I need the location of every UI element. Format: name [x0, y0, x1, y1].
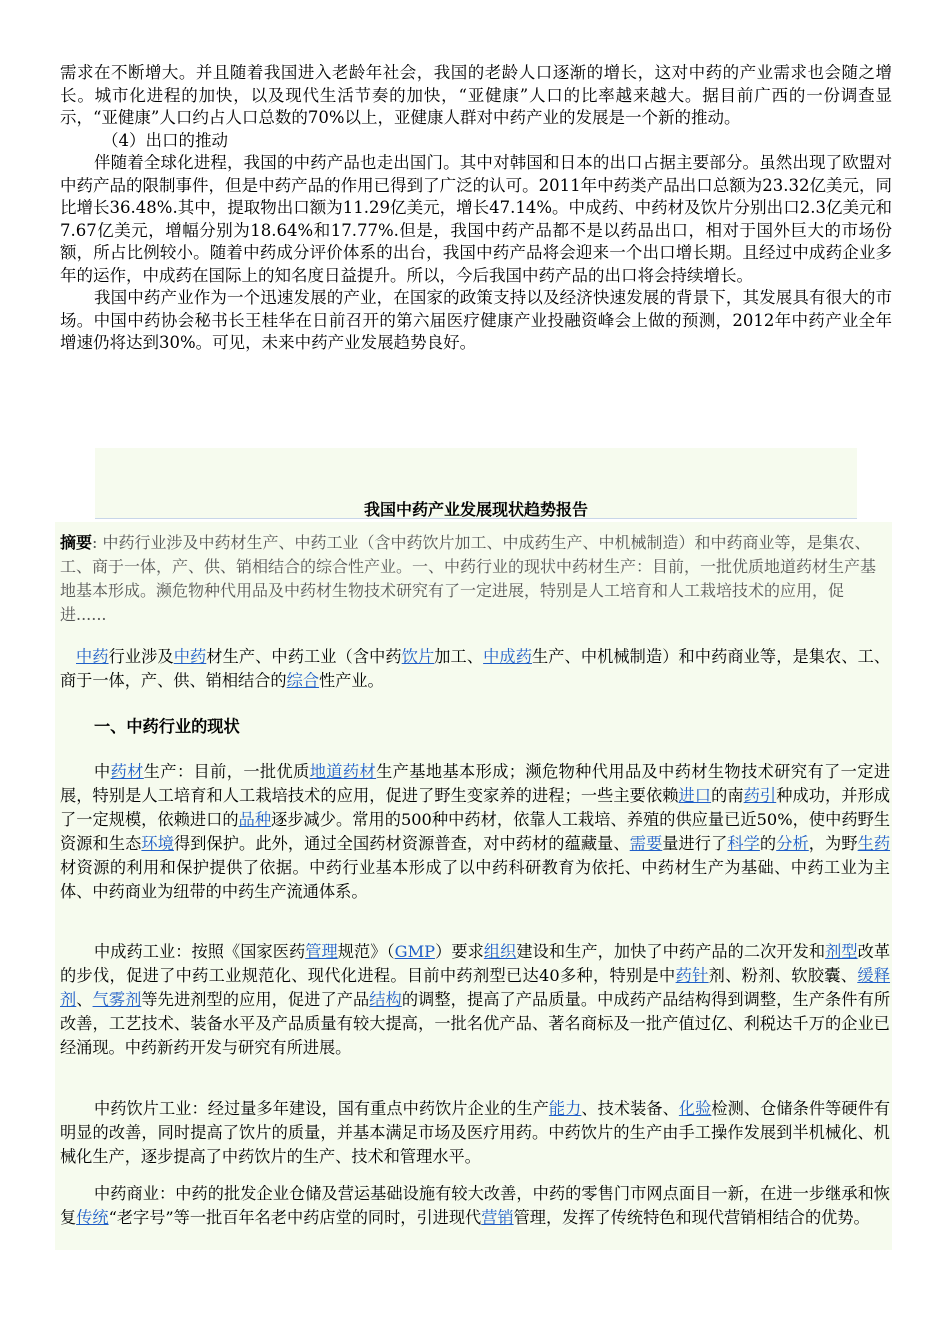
text-run: 生产基地基本形成；濒危物种代用品及中药材生物技术研究有了一定进展，特别是人工培育和人工栽培技术的应用，促进了野生变家养的进程；一些主要依赖	[60, 762, 891, 805]
text-run: 、	[76, 990, 93, 1009]
abstract-text: : 中药行业涉及中药材生产、中药工业（含中药饮片加工、中成药生产、中机械制造）和中药商业等，是集农、工、商于一体，产、供、销相结合的综合性产业。一、中药行业的现状中药材生产：目前，一批优质地道药材生产基地基本形成。濒危物种代用品及中药材生物技术研究有了一定进展，特别是人工培育和人工栽培技术的应用，促进......	[60, 533, 877, 624]
keyword-link[interactable]: 气雾剂	[92, 990, 142, 1009]
keyword-link[interactable]: 进口	[678, 786, 712, 805]
keyword-link[interactable]: 缓释剂	[60, 966, 891, 1009]
section-heading-block	[60, 715, 890, 739]
keyword-link[interactable]: 中成药	[483, 647, 532, 666]
keyword-link[interactable]: 饮片	[401, 647, 435, 666]
paragraph-herb-production	[60, 760, 890, 904]
text-run: “老字号”等一批百年名老中药店堂的同时，引进现代	[108, 1208, 482, 1227]
text-run: ，为野	[808, 834, 858, 853]
keyword-link[interactable]: 药引	[743, 786, 777, 805]
text-run: 的调整，提高了产品质量。中成药产品结构得到调整，生产条件有所改善，工艺技术、装备水平及产品质量有较大提高，一批名优产品、著名商标及一批产值过亿、利税达千万的企业已经涌现。中药新药开发与研究有所进展。	[60, 990, 891, 1057]
heading-export: （4）出口的推动	[102, 130, 228, 150]
text-run: 管理，发挥了传统特色和现代营销相结合的优势。	[513, 1208, 870, 1227]
keyword-link[interactable]: 环境	[141, 834, 174, 853]
keyword-link[interactable]: 传统	[76, 1208, 109, 1227]
keyword-link[interactable]: 生药	[857, 834, 891, 853]
text-run: 逐步减少。常用的500种中药材，依靠人工栽培、养殖的供应量已近50%，使中药野生资源和生态	[60, 810, 891, 853]
text-run: ）要求	[435, 942, 484, 961]
text-run: 规范》（	[337, 942, 395, 961]
text-run: 加工、	[434, 647, 484, 666]
text-run: 建设和生产，加快了中药产品的二次开发和	[516, 942, 826, 961]
text-run: 中	[94, 762, 111, 781]
document-top-section	[60, 62, 892, 355]
text-run: 生产、中机械制造）和中药商业等，是集农、工、商于一体，产、供、销相结合的	[60, 647, 891, 690]
paragraph-commerce	[60, 1182, 890, 1230]
keyword-link[interactable]: 能力	[548, 1099, 582, 1118]
keyword-link[interactable]: 综合	[286, 671, 319, 690]
keyword-link[interactable]: 中药	[173, 647, 207, 666]
paragraph-decoction-pieces-block	[60, 1097, 890, 1169]
text-run: 行业涉及	[108, 647, 174, 666]
keyword-link[interactable]: 药针	[675, 966, 709, 985]
keyword-link[interactable]: 剂型	[825, 942, 858, 961]
paragraph-patent-medicine-block	[60, 940, 890, 1060]
keyword-link[interactable]: 科学	[727, 834, 760, 853]
text-run: 性产业。	[319, 671, 384, 690]
keyword-link[interactable]: GMP	[394, 942, 436, 961]
text-run: 种成功，并形成了一定规模，依赖进口的	[60, 786, 891, 829]
article-title: 我国中药产业发展现状趋势报告	[363, 500, 588, 519]
keyword-link[interactable]: 药材	[110, 762, 144, 781]
keyword-link[interactable]: 分析	[776, 834, 809, 853]
text-run: 量进行了	[662, 834, 728, 853]
text-run: 剂、粉剂、软胶囊、	[708, 966, 858, 985]
abstract-label: 摘要	[60, 533, 93, 552]
text-run: 材资源的利用和保护提供了依据。中药行业基本形成了以中药科研教育为依托、中药材生产为基础、中药工业为主体、中药商业为纽带的中药生产流通体系。	[60, 858, 890, 901]
keyword-link[interactable]: 品种	[238, 810, 272, 829]
keyword-link[interactable]: 营销	[481, 1208, 514, 1227]
keyword-link[interactable]: 地道药材	[309, 762, 377, 781]
section-heading: 一、中药行业的现状	[94, 717, 240, 736]
text-run: 中药饮片工业：经过量多年建设，国有重点中药饮片企业的生产	[94, 1099, 549, 1118]
text-run: 中成药工业：按照《国家医药	[94, 942, 306, 961]
text-run: 、技术装备、	[581, 1099, 679, 1118]
keyword-link[interactable]: 化验	[678, 1099, 712, 1118]
keyword-link[interactable]: 结构	[369, 990, 402, 1009]
text-run: 检测、仓储条件等硬件有明显的改善，同时提高了饮片的质量，并基本满足市场及医疗用药。中药饮片的生产由手工操作发展到半机械化、机械化生产，逐步提高了中药饮片的生产、技术和管理水平。	[60, 1099, 891, 1166]
paragraph-herb-production-block	[60, 760, 890, 904]
paragraph-export: 伴随着全球化进程，我国的中药产品也走出国门。其中对韩国和日本的出口占据主要部分。虽然出现了欧盟对中药产品的限制事件，但是中药产品的作用已得到了广泛的认可。2011年中药类产品出口总额为23.32亿美元，同比增长36.48%.其中，提取物出口额为11.29亿美元，增长47.14%。中成药、中药材及饮片分别出口2.3亿美元和7.67亿美元，增幅分别为18.64%和17.77%.但是，我国中药产品都不是以药品出口，相对于国外巨大的市场份额，所占比例较小。随着中药成分评价体系的出台，我国中药产品将会迎来一个出口增长期。且经过中成药企业多年的运作，中成药在国际上的知名度日益提升。所以，今后我国中药产品的出口将会持续增长。	[60, 153, 892, 285]
paragraph-outlook: 我国中药产业作为一个迅速发展的产业，在国家的政策支持以及经济快速发展的背景下，其发展具有很大的市场。中国中药协会秘书长王桂华在日前召开的第六届医疗健康产业投融资峰会上做的预测，2012年中药产业全年增速仍将达到30%。可见，未来中药产业发展趋势良好。	[60, 288, 892, 352]
keyword-link[interactable]: 管理	[305, 942, 338, 961]
keyword-link[interactable]: 中药	[76, 647, 109, 666]
paragraph-decoction-pieces	[60, 1097, 890, 1169]
text-run: 改革的步伐，促进了中药工业规范化、现代化进程。目前中药剂型已达40多种，特别是中	[60, 942, 891, 985]
text-run: 等先进剂型的应用，促进了产品	[141, 990, 370, 1009]
paragraph-commerce-block	[60, 1182, 890, 1230]
paragraph-patent-medicine	[60, 940, 890, 1060]
text-run: 的	[759, 834, 777, 853]
article-intro	[60, 645, 890, 693]
keyword-link[interactable]: 需要	[629, 834, 663, 853]
text-run: 材生产、中药工业（含中药	[206, 647, 402, 666]
intro-paragraph	[60, 645, 890, 693]
text-run: 中药商业：中药的批发企业仓储及营运基础设施有较大改善，中药的零售门市网点面目一新，在进一步继承和恢复	[60, 1184, 890, 1227]
article-abstract	[60, 531, 890, 627]
text-run: 得到保护。此外，通过全国药材资源普查，对中药材的蕴藏量、	[173, 834, 630, 853]
text-run: 的南	[711, 786, 744, 805]
paragraph-demand: 需求在不断增大。并且随着我国进入老龄年社会，我国的老龄人口逐渐的增长，这对中药的产业需求也会随之增长。城市化进程的加快，以及现代生活节奏的加快，“亚健康”人口的比率越来越大。据目前广西的一份调查显示，“亚健康”人口约占人口总数的70%以上，亚健康人群对中药产业的发展是一个新的推动。	[60, 63, 892, 127]
keyword-link[interactable]: 组织	[483, 942, 517, 961]
text-run: 生产：目前，一批优质	[143, 762, 310, 781]
